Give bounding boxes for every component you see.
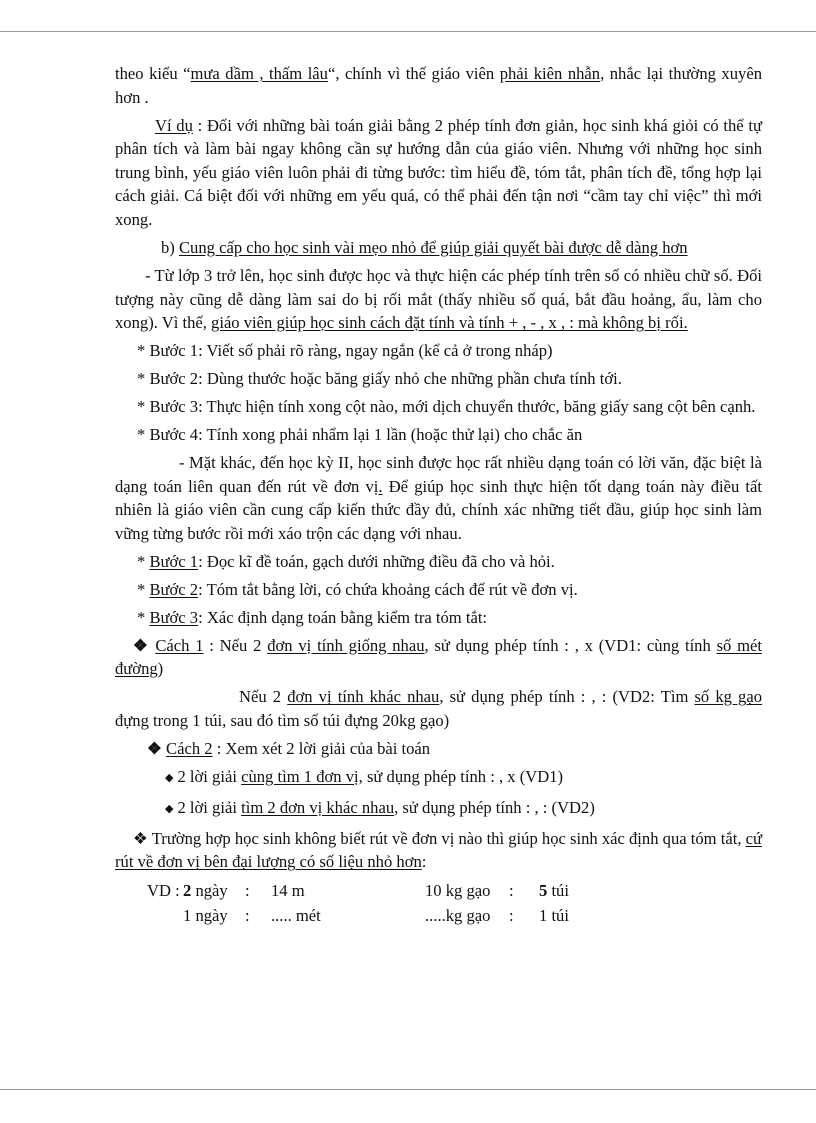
example-cell: :	[509, 906, 514, 926]
underlined-run: mưa dầm , thấm lâu	[190, 64, 328, 83]
example-cell: .....kg gạo	[425, 906, 491, 926]
example-cell: ..... mét	[271, 906, 321, 926]
paragraph-example	[115, 114, 762, 232]
paragraph-calculation	[115, 264, 762, 335]
step-item: * Bước 4: Tính xong phải nhẩm lại 1 lần (hoặc thử lại) cho chắc ăn	[137, 425, 583, 445]
example-cell: 1 túi	[539, 906, 569, 926]
diamond-icon: ◆	[165, 771, 174, 784]
method-1: ❖ Cách 1 : Nếu 2 đơn vị tính giống nhau, sử dụng phép tính : , x (VD1: cùng tính số mét đường)	[115, 635, 763, 679]
method-2: ❖ Cách 2 : Xem xét 2 lời giải của bài toán	[147, 738, 431, 758]
example-label: VD :	[147, 881, 180, 901]
paragraph-semester	[115, 451, 762, 545]
text-run: , nhắc lại thường xuyên hơn .	[115, 64, 762, 107]
text-run: - Từ lớp 3 trở lên, học sinh được học và thực hiện các phép tính trên số có nhiều chữ số. Đối tượng này cũng dễ dàng làm sai do bị rối mắt (thấy nhiều số quá, bắt đầu hoảng, ẩu, làm cho xong). Vì thế,	[115, 265, 762, 333]
example-table	[115, 878, 762, 928]
paragraph-tip: ❖ Trường hợp học sinh không biết rút về đơn vị nào thì giúp học sinh xác định qua tóm tắt, cứ rút về đơn vị bên đại lượng có số liệu nhỏ hơn:	[115, 828, 762, 872]
example-cell: 1 ngày	[183, 906, 228, 926]
step-item: * Bước 3: Thực hiện tính xong cột nào, mới dịch chuyển thước, băng giấy sang cột bên cạnh.	[137, 397, 756, 417]
text-run: theo kiểu “	[115, 64, 191, 83]
text-run: - Mặt khác, đến học kỳ II, học sinh được học rất nhiều dạng toán có lời văn, đặc biệt là dạng toán liên quan đến rút về đơn vị	[115, 453, 762, 496]
text-run: Để giúp học sinh thực hiện tốt dạng toán này điều tất nhiên là giáo viên cần cung cấp kiến thức đầy đủ, chính xác những tiết đầu, giúp học sinh làm vững từng bước rồi mới xáo trộn các dạng với nhau.	[115, 476, 762, 543]
heading-prefix: b)	[161, 237, 179, 257]
method-label: Cách 1	[155, 635, 204, 655]
underlined-run: phải kiên nhẫn	[499, 64, 601, 83]
example-cell: :	[245, 881, 250, 901]
step-item: * Bước 1: Viết số phải rõ ràng, ngay ngắn (kể cả ở trong nháp)	[137, 341, 553, 361]
step-item: * Bước 1: Đọc kĩ đề toán, gạch dưới những điều đã cho và hỏi.	[137, 551, 555, 571]
sub-item: ◆ 2 lời giải tìm 2 đơn vị khác nhau, sử dụng phép tính : , : (VD2)	[165, 797, 595, 817]
underlined-run: giáo viên giúp học sinh cách đặt tính và tính + , - , x , : mà không bị rối.	[211, 313, 688, 333]
text-run: : Đối với những bài toán giải bằng 2 phép tính đơn giản, học sinh khá giỏi có thể tự phân tích và làm bài ngay không cần sự hướng dẫn của giáo viên. Nhưng với những học sinh trung bình, yếu giáo viên luôn phải đi từng bước: tìm hiểu đề, tóm tắt, phân tích đề, tổng hợp lại cách giải. Cá biệt đối với những em yếu quá, có thể phải đến tận nơi “cầm tay chỉ việc” thì mới xong.	[115, 115, 762, 229]
example-cell	[147, 903, 183, 928]
diamond-bullet-icon: ❖	[133, 635, 156, 655]
step-item: * Bước 2: Dùng thước hoặc băng giấy nhỏ che những phần chưa tính tới.	[137, 369, 622, 389]
example-cell: 14 m	[271, 881, 305, 901]
header-rule	[0, 31, 816, 32]
example-cell: 10 kg gạo	[425, 881, 491, 901]
method-label: Cách 2	[166, 738, 213, 758]
heading-text: Cung cấp cho học sinh vài mẹo nhỏ để giúp giải quyết bài được dễ dàng hơn	[178, 237, 688, 257]
example-cell: 5 túi	[539, 881, 569, 901]
document-page	[115, 62, 762, 928]
example-cell: :	[245, 906, 250, 926]
diamond-bullet-icon: ❖	[147, 738, 167, 758]
example-cell: 2 ngày	[183, 881, 228, 901]
example-label: Ví dụ	[155, 115, 193, 135]
footer-rule	[0, 1089, 816, 1090]
section-heading-b	[115, 236, 762, 260]
example-cell: :	[509, 881, 514, 901]
method-1-alt: Nếu 2 đơn vị tính khác nhau, sử dụng phép tính : , : (VD2: Tìm số kg gạo đựng trong 1 túi, sau đó tìm số túi đựng 20kg gạo)	[115, 687, 763, 730]
sub-item: ◆ 2 lời giải cùng tìm 1 đơn vị, sử dụng phép tính : , x (VD1)	[165, 766, 564, 786]
step-item: * Bước 3: Xác định dạng toán bằng kiểm tra tóm tắt:	[137, 607, 488, 627]
step-item: * Bước 2: Tóm tắt bằng lời, có chứa khoảng cách để rút về đơn vị.	[137, 579, 578, 599]
paragraph-intro	[115, 62, 762, 109]
underlined-run: .	[378, 476, 383, 496]
diamond-icon: ◆	[165, 802, 174, 815]
text-run: “, chính vì thế giáo viên	[327, 64, 500, 83]
